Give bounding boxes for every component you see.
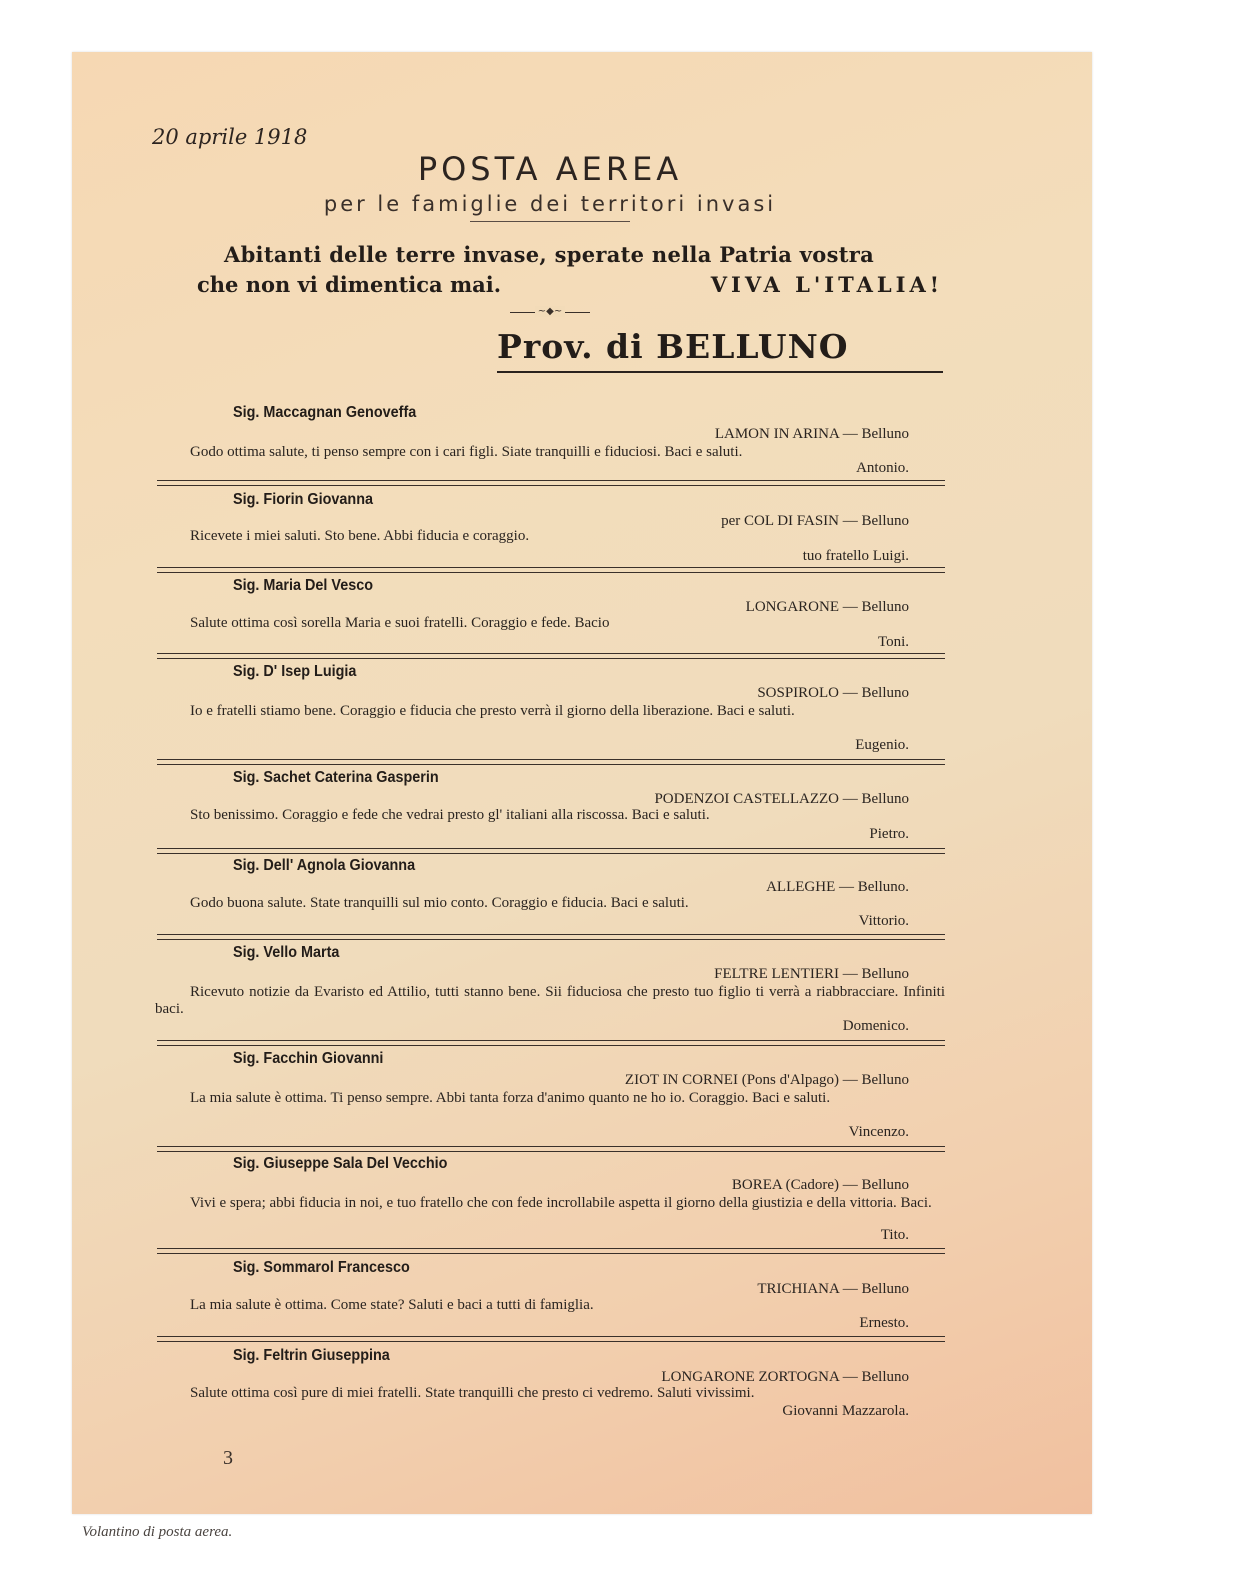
figure-caption: Volantino di posta aerea.: [82, 1524, 233, 1540]
message-text: Godo buona salute. State tranquilli sul mio conto. Coraggio e fiducia. Baci e saluti.: [190, 895, 689, 911]
recipient-name: Sig. Sommarol Francesco: [233, 1259, 410, 1276]
message-text: La mia salute è ottima. Ti penso sempre. Abbi tanta forza d'animo quanto ne ho io. Coraggio. Baci e saluti.: [190, 1090, 831, 1106]
message-text: Ricevuto notizie da Evaristo ed Attilio, tutti stanno bene. Sii fiduciosa che presto tuo figlio ti verrà a riabbracciare. Infiniti baci.: [155, 984, 945, 1017]
recipient-name: Sig. Feltrin Giuseppina: [233, 1347, 390, 1364]
recipient-place: LONGARONE ZORTOGNA — Belluno: [661, 1369, 909, 1385]
message-text: Sto benissimo. Coraggio e fede che vedrai presto gl' italiani alla riscossa. Baci e saluti.: [190, 807, 710, 823]
sender-signature: tuo fratello Luigi.: [802, 548, 909, 564]
recipient-place: ALLEGHE — Belluno.: [766, 879, 909, 895]
recipient-name: Sig. Vello Marta: [233, 944, 340, 961]
sender-signature: Eugenio.: [855, 737, 909, 753]
province-heading: Prov. di BELLUNO: [497, 327, 849, 366]
ornament-glyph: ~◆~: [535, 306, 565, 317]
message-text: Salute ottima così pure di miei fratelli. State tranquilli che presto ci vedremo. Saluti vivissimi.: [190, 1385, 755, 1401]
recipient-name: Sig. Maria Del Vesco: [233, 577, 374, 594]
entry-separator: [157, 934, 945, 940]
entry-separator: [157, 1336, 945, 1342]
recipient-place: LONGARONE — Belluno: [745, 599, 909, 615]
message-text: Io e fratelli stiamo bene. Coraggio e fiducia che presto verrà il giorno della liberazione. Baci e saluti.: [190, 703, 795, 719]
slogan-line-2-right: VIVA L'ITALIA!: [710, 272, 943, 297]
recipient-place: LAMON IN ARINA — Belluno: [714, 426, 909, 442]
recipient-place: per COL DI FASIN — Belluno: [721, 513, 909, 529]
recipient-place: FELTRE LENTIERI — Belluno: [714, 966, 909, 982]
recipient-place: PODENZOI CASTELLAZZO — Belluno: [654, 791, 909, 807]
recipient-name: Sig. Sachet Caterina Gasperin: [233, 769, 439, 786]
recipient-name: Sig. Facchin Giovanni: [233, 1050, 384, 1067]
sender-signature: Pietro.: [869, 826, 909, 842]
page-number: 3: [223, 1447, 233, 1469]
message-text: Godo ottima salute, ti penso sempre con i cari figli. Siate tranquilli e fiduciosi. Baci e saluti.: [190, 444, 743, 460]
message-text: Vivi e spera; abbi fiducia in noi, e tuo fratello che con fede incrollabile aspetta il giorno della giustizia e della vittoria. Baci.: [190, 1195, 932, 1211]
entry-separator: [157, 567, 945, 573]
recipient-name: Sig. Maccagnan Genoveffa: [233, 404, 417, 421]
sender-signature: Tito.: [880, 1227, 909, 1243]
entry-separator: [157, 759, 945, 765]
sender-signature: Vittorio.: [858, 913, 909, 929]
sender-signature: Vincenzo.: [848, 1124, 909, 1140]
slogan-line-2-left: che non vi dimentica mai.: [197, 272, 502, 297]
entry-separator: [157, 653, 945, 659]
recipient-name: Sig. D' Isep Luigia: [233, 663, 357, 680]
recipient-name: Sig. Giuseppe Sala Del Vecchio: [233, 1155, 448, 1172]
entry-separator: [157, 1146, 945, 1152]
entry-separator: [157, 1248, 945, 1254]
recipient-place: TRICHIANA — Belluno: [757, 1281, 909, 1297]
entry-separator: [157, 848, 945, 854]
leaflet-title: POSTA AEREA: [417, 150, 683, 188]
sender-signature: Toni.: [877, 634, 909, 650]
recipient-place: SOSPIROLO — Belluno: [757, 685, 909, 701]
sender-signature: Ernesto.: [859, 1315, 909, 1331]
sender-signature: Antonio.: [856, 460, 909, 476]
ornament-divider: [510, 306, 590, 317]
entry-separator: [157, 1040, 945, 1046]
leaflet-subtitle: per le famiglie dei territori invasi: [323, 192, 777, 216]
sender-signature: Giovanni Mazzarola.: [782, 1403, 909, 1419]
entry-separator: [157, 480, 945, 486]
slogan-line-1: Abitanti delle terre invase, sperate nella Patria vostra: [223, 242, 875, 267]
subtitle-rule: [470, 221, 630, 222]
recipient-name: Sig. Fiorin Giovanna: [233, 491, 374, 508]
message-text: Ricevete i miei saluti. Sto bene. Abbi fiducia e coraggio.: [190, 528, 530, 544]
recipient-place: ZIOT IN CORNEI (Pons d'Alpago) — Belluno: [624, 1072, 909, 1088]
message-text: La mia salute è ottima. Come state? Saluti e baci a tutti di famiglia.: [190, 1297, 594, 1313]
message-text: Salute ottima così sorella Maria e suoi fratelli. Coraggio e fede. Bacio: [190, 615, 610, 631]
leaflet-date: 20 aprile 1918: [152, 125, 308, 149]
recipient-name: Sig. Dell' Agnola Giovanna: [233, 857, 416, 874]
recipient-place: BOREA (Cadore) — Belluno: [731, 1177, 909, 1193]
province-underline: [497, 371, 943, 373]
sender-signature: Domenico.: [842, 1018, 909, 1034]
